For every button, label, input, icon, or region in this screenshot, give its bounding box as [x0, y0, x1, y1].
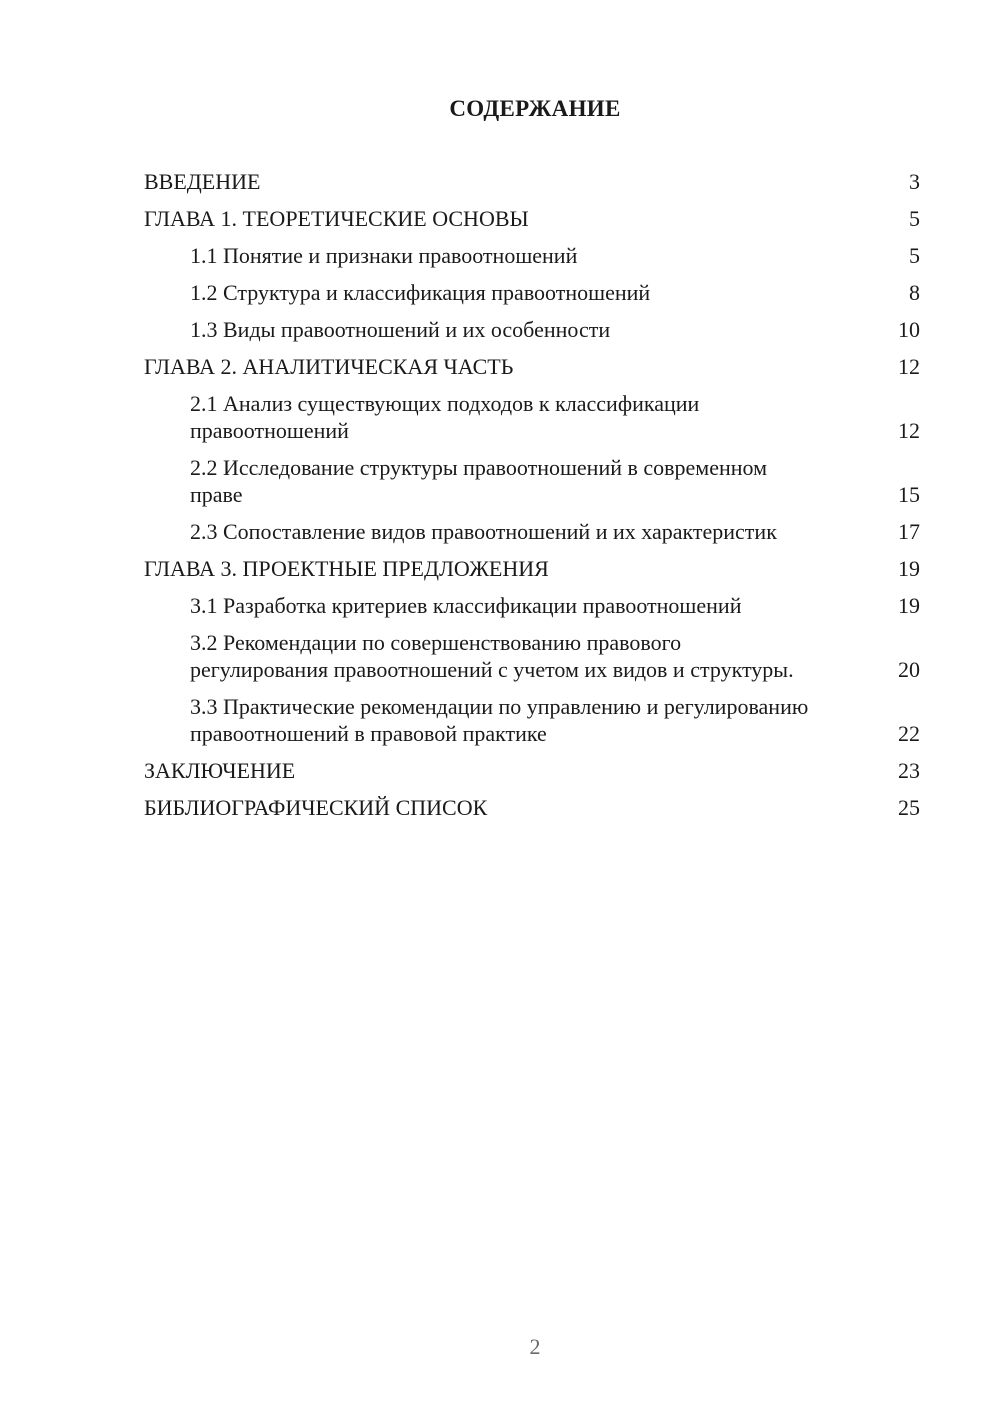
toc-section-entry — [144, 629, 920, 683]
toc-chapter-entry — [144, 794, 920, 821]
toc-entry-label: 2.2 Исследование структуры правоотношений в современном праве — [190, 455, 768, 507]
toc-entry-page-number: 17 — [898, 519, 920, 544]
toc-entry-label: 3.1 Разработка критериев классификации правоотношений — [190, 593, 742, 618]
toc-chapter-entry — [144, 555, 920, 582]
toc-section-entry — [144, 279, 920, 306]
toc-entry-label: 3.3 Практические рекомендации по управлению и регулированию правоотношений в правовой практике — [190, 694, 809, 746]
toc-entry-page-number: 5 — [909, 243, 920, 268]
toc-section-entry — [144, 693, 920, 747]
toc-chapter-entry — [144, 205, 920, 232]
toc-entry-page-number: 8 — [909, 280, 920, 305]
toc-entry-label: БИБЛИОГРАФИЧЕСКИЙ СПИСОК — [144, 795, 488, 820]
toc-entry-page-number: 25 — [898, 795, 920, 820]
toc-entry-page-number: 22 — [898, 721, 920, 746]
toc-section-entry — [144, 242, 920, 269]
toc-section-entry — [144, 316, 920, 343]
toc-entry-page-number: 15 — [898, 482, 920, 507]
toc-entry-page-number: 23 — [898, 758, 920, 783]
toc-entry-label: ГЛАВА 2. АНАЛИТИЧЕСКАЯ ЧАСТЬ — [144, 354, 514, 379]
toc-section-entry — [144, 592, 920, 619]
toc-entry-label: ЗАКЛЮЧЕНИЕ — [144, 758, 296, 783]
toc-chapter-entry — [144, 168, 920, 195]
toc-entry-label: 2.3 Сопоставление видов правоотношений и их характеристик — [190, 519, 777, 544]
page-number: 2 — [529, 1334, 541, 1359]
toc-entry-page-number: 3 — [909, 169, 920, 194]
toc-entry-label: 2.1 Анализ существующих подходов к классификации правоотношений — [190, 391, 700, 443]
toc-entry-page-number: 19 — [898, 556, 920, 581]
toc-entry-page-number: 5 — [909, 206, 920, 231]
toc-entry-label: 3.2 Рекомендации по совершенствованию правового регулирования правоотношений с учетом их видов и структуры. — [190, 630, 794, 682]
toc-section-entry — [144, 454, 920, 508]
toc-entry-label: 1.2 Структура и классификация правоотношений — [190, 280, 651, 305]
toc-entry-label: 1.1 Понятие и признаки правоотношений — [190, 243, 578, 268]
toc-entry-page-number: 12 — [898, 418, 920, 443]
toc-entry-page-number: 10 — [898, 317, 920, 342]
table-of-contents — [144, 168, 920, 821]
toc-chapter-entry — [144, 757, 920, 784]
page-title: СОДЕРЖАНИЕ — [449, 96, 621, 121]
toc-entry-label: ГЛАВА 1. ТЕОРЕТИЧЕСКИЕ ОСНОВЫ — [144, 206, 529, 231]
toc-section-entry — [144, 518, 920, 545]
toc-entry-page-number: 12 — [898, 354, 920, 379]
toc-entry-label: ВВЕДЕНИЕ — [144, 169, 261, 194]
toc-entry-label: 1.3 Виды правоотношений и их особенности — [190, 317, 611, 342]
toc-section-entry — [144, 390, 920, 444]
toc-chapter-entry — [144, 353, 920, 380]
toc-entry-page-number: 20 — [898, 657, 920, 682]
toc-entry-page-number: 19 — [898, 593, 920, 618]
toc-entry-label: ГЛАВА 3. ПРОЕКТНЫЕ ПРЕДЛОЖЕНИЯ — [144, 556, 549, 581]
